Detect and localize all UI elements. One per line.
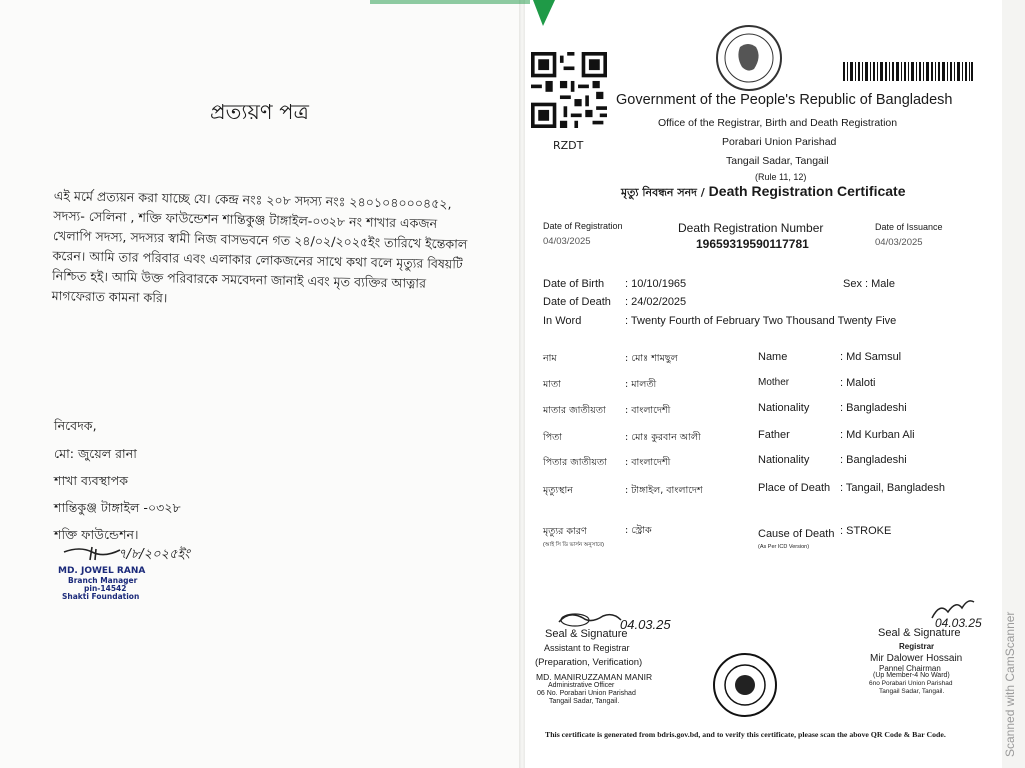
- death-place-en-label: Place of Death: [758, 482, 831, 494]
- dod-label: Date of Death: [543, 296, 611, 308]
- assistant-seal-label: Seal & Signature: [545, 628, 628, 640]
- letter-body: এই মর্মে প্রত্যয়ন করা যাচ্ছে যে। কেন্দ্র নংঃ ২০৮ সদস্য নংঃ ২৪০১০৪০০০৪৫২, সদস্য- সেলিনা , শক্তি ফাউন্ডেশন শান্তিকুঞ্জ টাঙ্গাইল-০৩২৮ নং শাখার একজন খেলাপি সদস্য, সদস্যর স্বামী নিজ বাসভবনে গত ২৪/০২/২০২৫ইং তারিখে ইন্তেকাল করেন। আমি তার পরিবার এবং এলাকার লোকজনের সাথে কথা বলে মৃত্যুর বিষয়টি নিশ্চিত হই। আমি উক্ত পরিবারকে সমবেদনা জানাই এবং মৃত ব্যক্তির আত্নার মাগফেরাত কামনা করি।: [51, 187, 468, 306]
- assistant-role: Assistant to Registrar: [544, 643, 630, 653]
- dob-value: : 10/10/1965: [625, 278, 687, 290]
- rule-line: (Rule 11, 12): [755, 172, 807, 182]
- stamp-role: Branch Manager: [68, 576, 138, 585]
- name-en-value: : Md Samsul: [840, 351, 902, 363]
- sex-value: Sex : Male: [843, 278, 895, 290]
- certificate-footer: This certificate is generated from bdris.gov.bd, and to verify this certificate, please scan the above QR Code & Bar Code.: [545, 730, 946, 739]
- letter-closing-4: শান্তিকুঞ্জ টাঙ্গাইল -০৩২৮: [54, 500, 181, 515]
- dob-label: Date of Birth: [543, 278, 605, 290]
- father-bn-value: : মোঃ কুরবান আলী: [625, 432, 701, 443]
- title-en: Death Registration Certificate: [708, 183, 906, 199]
- name-bn-label: নাম: [543, 353, 557, 364]
- camscanner-text: Scanned with CamScanner: [1003, 611, 1017, 757]
- government-seal-icon: [716, 25, 782, 91]
- letter-closing-3: শাখা ব্যবস্থাপক: [54, 473, 129, 488]
- mother-nationality-bn-value: : বাংলাদেশী: [625, 405, 671, 416]
- mother-en-value: : Maloti: [840, 377, 876, 389]
- issuance-date-value: 04/03/2025: [875, 237, 923, 248]
- assistant-sign-date: 04.03.25: [620, 617, 671, 632]
- registrar-sign-date: 04.03.25: [935, 616, 982, 630]
- letter-closing-2: মো: জুয়েল রানা: [54, 446, 137, 461]
- assistant-sub: (Preparation, Verification): [535, 657, 643, 668]
- qr-code: [531, 48, 607, 132]
- death-cause-en-note: (As Per ICD Version): [758, 544, 810, 550]
- office-line: Office of the Registrar, Birth and Death Registration: [658, 117, 898, 129]
- death-number-label: Death Registration Number: [678, 221, 824, 235]
- inword-label: In Word: [543, 315, 582, 327]
- death-number-value: 19659319590117781: [696, 237, 809, 251]
- name-bn-value: : মোঃ শামছুল: [625, 353, 678, 364]
- assistant-signature-scribble: [555, 608, 625, 630]
- stamp-name: MD. JOWEL RANA: [58, 566, 146, 576]
- assistant-title: Administrative Officer: [548, 682, 615, 689]
- district-line: Tangail Sadar, Tangail: [726, 155, 829, 167]
- mother-nationality-bn-label: মাতার জাতীয়তা: [543, 405, 606, 416]
- father-en-value: : Md Kurban Ali: [840, 429, 915, 441]
- government-heading: Government of the People's Republic of Bangladesh: [616, 92, 953, 108]
- father-bn-label: পিতা: [543, 432, 563, 443]
- death-cause-en-value: : STROKE: [840, 525, 892, 537]
- stamp-org: Shakti Foundation: [62, 592, 140, 601]
- death-place-bn-value: : টাঙ্গাইল, বাংলাদেশ: [625, 485, 703, 496]
- father-nationality-en-label: Nationality: [758, 454, 810, 466]
- father-nationality-bn-value: : বাংলাদেশী: [625, 457, 671, 468]
- mother-nationality-en-value: : Bangladeshi: [840, 402, 907, 414]
- inword-value: : Twenty Fourth of February Two Thousand Twenty Five: [625, 315, 897, 327]
- green-tab: [533, 0, 555, 26]
- union-seal-icon: [712, 652, 778, 718]
- letter-closing-1: নিবেদক,: [54, 418, 97, 433]
- registration-date-label: Date of Registration: [543, 221, 623, 231]
- page-fold: [519, 0, 525, 768]
- father-nationality-bn-label: পিতার জাতীয়তা: [543, 457, 607, 468]
- death-cause-bn-value: : স্ট্রোক: [625, 525, 652, 536]
- certificate-title: [621, 183, 906, 203]
- registrar-member: (Up Member-4 No Ward): [873, 672, 950, 679]
- mother-bn-label: মাতা: [543, 379, 561, 390]
- signature-scribble: [62, 544, 122, 562]
- father-en-label: Father: [758, 429, 790, 441]
- mother-bn-value: : মালতী: [625, 379, 657, 390]
- camscanner-watermark: [1000, 560, 1018, 760]
- stamp-pin: pin-14542: [84, 584, 127, 593]
- assistant-name: MD. MANIRUZZAMAN MANIR: [536, 672, 653, 682]
- letter-signature-date: ৭/৮/২০২৫ইং: [118, 547, 190, 562]
- death-place-bn-label: মৃত্যুস্থান: [543, 485, 573, 496]
- mother-nationality-en-label: Nationality: [758, 402, 810, 414]
- registrar-seal-label: Seal & Signature: [878, 627, 961, 639]
- registrar-union: 6no Porabari Union Parishad: [869, 680, 953, 687]
- father-nationality-en-value: : Bangladeshi: [840, 454, 907, 466]
- assistant-union: 06 No. Porabari Union Parishad: [537, 690, 636, 697]
- registrar-name: Mir Dalower Hossain: [870, 653, 963, 664]
- name-en-label: Name: [758, 351, 788, 363]
- letter-title: প্রত্যয়ণ পত্র: [210, 100, 309, 124]
- registrar-place: Tangail Sadar, Tangail.: [879, 688, 945, 695]
- union-line: Porabari Union Parishad: [722, 136, 837, 148]
- registrar-title: Pannel Chairman: [879, 664, 941, 673]
- letter-closing-5: শক্তি ফাউন্ডেশন।: [54, 527, 139, 542]
- mother-en-label: Mother: [758, 377, 790, 388]
- registration-date-value: 04/03/2025: [543, 236, 591, 247]
- death-place-en-value: : Tangail, Bangladesh: [840, 482, 945, 494]
- title-bn: মৃত্যু নিবন্ধন সনদ /: [621, 186, 705, 199]
- death-cause-en-label: Cause of Death: [758, 528, 835, 540]
- issuance-date-label: Date of Issuance: [875, 222, 943, 232]
- dod-value: : 24/02/2025: [625, 296, 687, 308]
- death-cause-bn-label: মৃত্যুর কারণ: [543, 526, 587, 537]
- green-strip: [370, 0, 530, 4]
- assistant-place: Tangail Sadar, Tangail.: [549, 698, 620, 705]
- qr-label: RZDT: [553, 139, 584, 152]
- death-cause-bn-note: (আই সি ডি ভার্সন অনুসারে): [543, 542, 604, 548]
- barcode: [843, 62, 973, 81]
- registrar-role: Registrar: [899, 642, 935, 651]
